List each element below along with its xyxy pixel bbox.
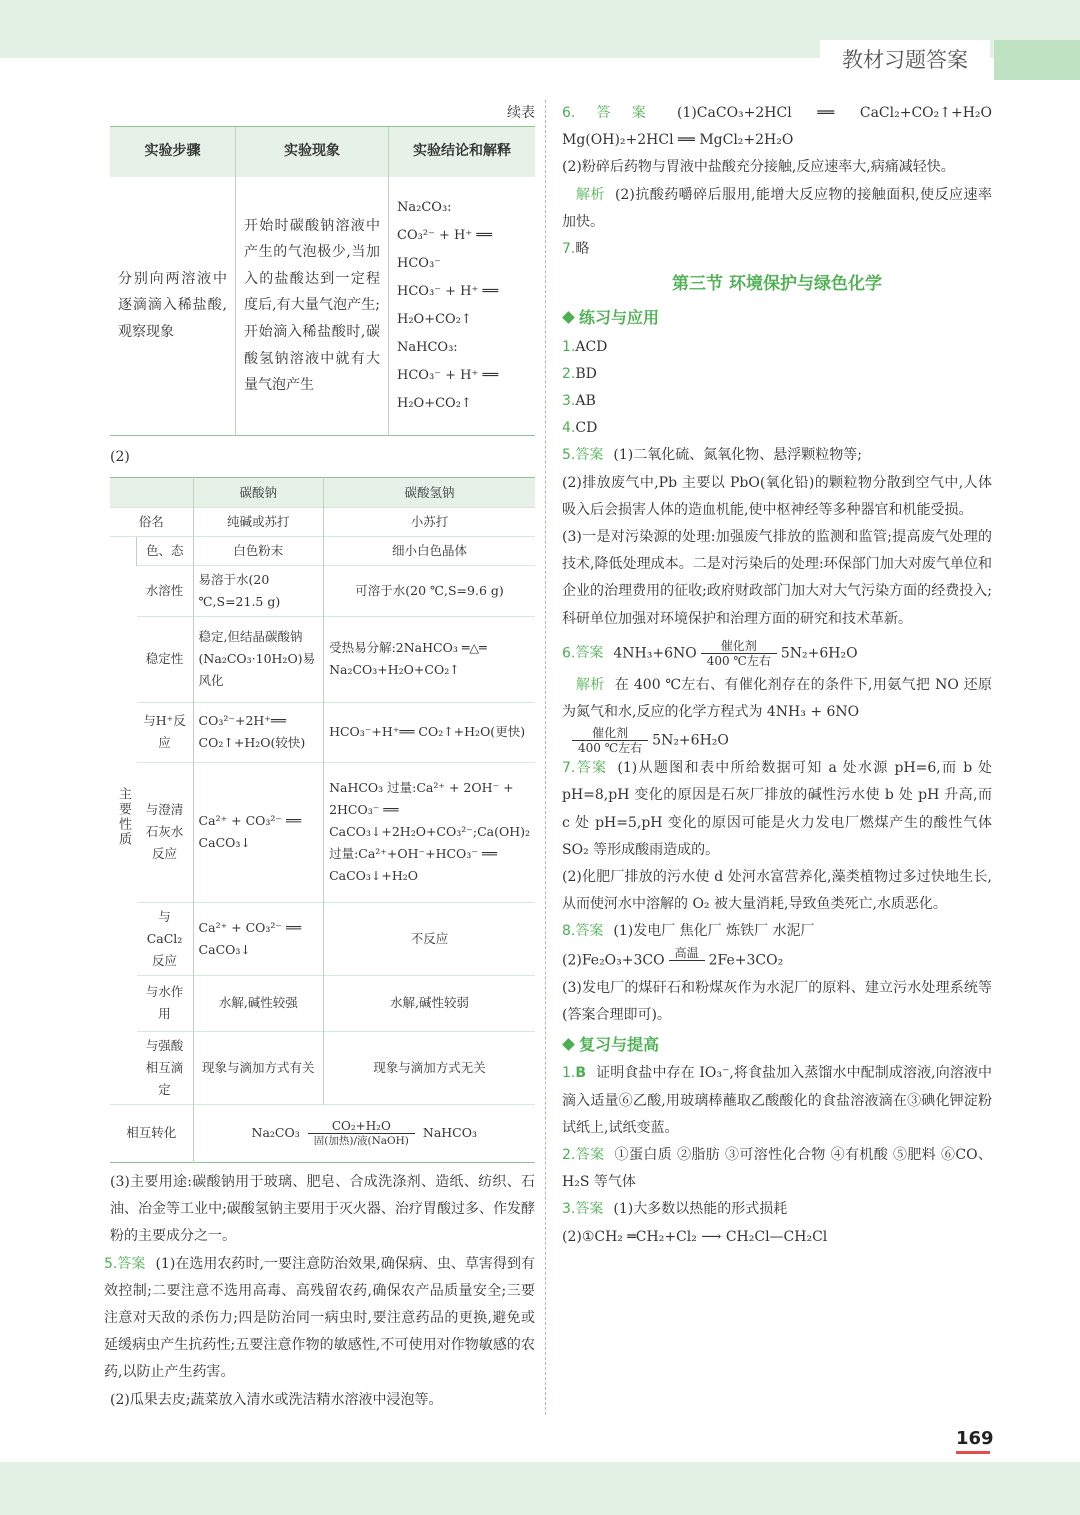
q5b-part2: (2)排放废气中,Pb 主要以 PbO(氧化铅)的颗粒物分散到空气中,人体吸入后会损害人体的造血机能,使中枢神经等多种器官和机能受损。: [562, 474, 992, 518]
table-cell: CO₃²⁻+2H⁺══ CO₂↑+H₂O(较快): [193, 702, 324, 762]
equation-line: HCO₃⁻ + H⁺ ══ H₂O+CO₂↑: [397, 367, 499, 411]
equation-line: Na₂CO₃:: [397, 199, 452, 215]
subsection-review: 复习与提高: [562, 1031, 992, 1058]
table-header: 实验结论和解释: [389, 127, 536, 178]
row-label: 与水作用: [137, 975, 194, 1031]
header-corner-block: [994, 40, 1080, 80]
q7b-part2: (2)化肥厂排放的污水使 d 处河水富营养化,藻类植物过多过快地生长,从而使河水中溶解的 O₂ 被大量消耗,导致鱼类死亡,水质恶化。: [562, 869, 992, 913]
continued-label: 续表: [507, 105, 535, 121]
equation-line: HCO₃⁻ + H⁺ ══ H₂O+CO₂↑: [397, 283, 499, 327]
q6b-analysis: 解析 在 400 ℃左右、有催化剂存在的条件下,用氨气把 NO 还原为氮气和水,反应的化学方程式为 4NH₃ + 6NO: [562, 676, 992, 721]
table-cell: 纯碱或苏打: [193, 507, 324, 536]
answer-item: 1.ACD: [562, 338, 608, 355]
table-cell: 现象与滴加方式有关: [193, 1031, 324, 1104]
page-number: 169: [956, 1428, 994, 1449]
subsection-practice: 练习与应用: [562, 304, 992, 331]
part3-text: (3)主要用途:碳酸钠用于玻璃、肥皂、合成洗涤剂、造纸、纺织、石油、冶金等工业中;碳酸氢钠主要用于灭火器、治疗胃酸过多、作发酵粉的主要成分之一。: [110, 1173, 535, 1245]
table-cell: 水解,碱性较弱: [324, 975, 535, 1031]
conversion-cell: [193, 1104, 535, 1162]
row-label: 相互转化: [110, 1104, 193, 1162]
table-header: 实验现象: [236, 127, 389, 178]
table-cell: 易溶于水(20 ℃,S=21.5 g): [193, 565, 324, 616]
q7b-answer: 7.答案 (1)从题图和表中所给数据可知 a 处水源 pH=6,而 b 处 pH=8,pH 变化的原因是石灰厂排放的碱性污水使 b 处 pH 升高,而 c 处 pH=5,pH 变化的原因可能是火力发电厂燃煤产生的酸性气体 SO₂ 等形成酸雨造成的。: [562, 760, 993, 858]
q8-answer: 8.答案 (1)发电厂 焦化厂 炼铁厂 水泥厂: [562, 923, 815, 940]
table-cell: HCO₃⁻+H⁺══ CO₂↑+H₂O(更快): [324, 702, 535, 762]
row-label: 与强酸相互滴定: [137, 1031, 194, 1104]
equation-line: NaHCO₃:: [397, 339, 458, 355]
table-cell: 小苏打: [324, 507, 535, 536]
diamond-icon: [562, 312, 575, 325]
table-cell: Ca²⁺ + CO₃²⁻ ══ CaCO₃↓: [193, 902, 324, 975]
table-header: [110, 477, 193, 507]
q5-part2: (2)瓜果去皮;蔬菜放入清水或洗洁精水溶液中浸泡等。: [110, 1391, 443, 1408]
q8-part2: (2)Fe₂O₃+3CO 高温 2Fe+3CO₂: [562, 946, 992, 975]
row-label: 色、态: [137, 536, 194, 565]
experiment-table: [110, 126, 535, 436]
q8-part3: (3)发电厂的煤矸石和粉煤灰作为水泥厂的原料、建立污水处理系统等(答案合理即可)。: [562, 979, 992, 1023]
table-cell: 不反应: [324, 902, 535, 975]
table-cell: [389, 177, 536, 435]
table-cell: 现象与滴加方式无关: [324, 1031, 535, 1104]
table-cell: 可溶于水(20 ℃,S=9.6 g): [324, 565, 535, 616]
table-cell: Ca²⁺ + CO₃²⁻ ══ CaCO₃↓: [193, 762, 324, 902]
reaction-condition: $\frac{\text{催化剂}}{\text{400 ℃左右}}$: [701, 639, 777, 668]
row-label: 与CaCl₂反应: [137, 902, 194, 975]
row-label: 稳定性: [137, 616, 194, 702]
q5b-answer: 5.答案 (1)二氧化硫、氮氧化物、悬浮颗粒物等;: [562, 447, 862, 464]
right-column: [562, 100, 992, 1251]
q6b-analysis-eq: $\frac{\text{催化剂}}{\text{400 ℃左右}}$ 5N₂+6H₂O: [562, 726, 992, 755]
answer-item: 2.BD: [562, 365, 597, 382]
column-divider: [545, 100, 546, 1415]
part-label: (2): [110, 448, 130, 465]
table-cell: 细小白色晶体: [324, 536, 535, 565]
table-cell: NaHCO₃ 过量:Ca²⁺ + 2OH⁻ + 2HCO₃⁻ ══ CaCO₃↓+2H₂O+CO₃²⁻;Ca(OH)₂ 过量:Ca²⁺+OH⁻+HCO₃⁻ ══ CaCO₃↓+H₂O: [324, 762, 535, 902]
q5b-part3: (3)一是对污染源的处理:加强废气排放的监测和监管;提高废气处理的技术,降低处理成本。二是对污染后的处理:环保部门加大对废气单位和企业的治理费用的征收;政府财政部门加大对大气污染方面的经费投入;科研单位加强对环境保护和治理方面的研究和技术革新。: [562, 529, 992, 627]
row-label: 俗名: [110, 507, 193, 536]
reaction-condition: $\frac{\text{催化剂}}{\text{400 ℃左右}}$: [572, 726, 648, 755]
answer-item: 3.AB: [562, 393, 596, 410]
table-cell: 水解,碱性较强: [193, 975, 324, 1031]
q5-answer: 5.答案 (1)在选用农药时,一要注意防治效果,确保病、虫、草害得到有效控制;二要注意不选用高毒、高残留农药,确保农产品质量安全;三要注意对天敌的杀伤力;四是防治同一病虫时,要注意药品的更换,避免或延缓病虫产生抗药性;五要注意作物的敏感性,不可使用对作物敏感的农药,以防止产生药害。: [104, 1255, 535, 1381]
main-properties-label: 主要性质: [110, 536, 137, 1104]
table-cell: 白色粉末: [193, 536, 324, 565]
reaction-condition: 高温: [669, 946, 705, 975]
comparison-table: [110, 477, 535, 1163]
left-column: [104, 100, 535, 1414]
row-label: 水溶性: [137, 565, 194, 616]
table-header: 实验步骤: [110, 127, 236, 178]
conversion-arrow: $\frac{\text{CO₂+H₂O}}{\text{固(加热)/液(NaOH)}}$: [308, 1119, 415, 1148]
table-header: 碳酸氢钠: [324, 477, 535, 507]
review-q3-part2: (2)①CH₂ ═CH₂+Cl₂ ⟶ CH₂Cl—CH₂Cl: [562, 1228, 828, 1245]
page-number-underline: [956, 1451, 990, 1454]
q7-answer: 7.略: [562, 241, 590, 258]
table-cell: 受热易分解:2NaHCO₃ ═△═ Na₂CO₃+H₂O+CO₂↑: [324, 616, 535, 702]
diamond-icon: [562, 1038, 575, 1051]
q6-part2: (2)粉碎后药物与胃液中盐酸充分接触,反应速率大,病痛减轻快。: [562, 159, 955, 176]
q6-answer: 6.答案 (1)CaCO₃+2HCl ══ CaCl₂+CO₂↑+H₂O Mg(OH)₂+2HCl ══ MgCl₂+2H₂O: [562, 105, 993, 149]
conversion-right: NaHCO₃: [422, 1124, 477, 1140]
review-q3: 3.答案 (1)大多数以热能的形式损耗: [562, 1201, 788, 1218]
bottom-banner: [0, 1462, 1080, 1515]
q6-analysis: 解析 (2)抗酸药嚼碎后服用,能增大反应物的接触面积,使反应速率加快。: [562, 186, 993, 230]
row-label: 与H⁺反应: [137, 702, 194, 762]
equation-line: CO₃²⁻ + H⁺ ══ HCO₃⁻: [397, 227, 493, 271]
section-title: 第三节 环境保护与绿色化学: [672, 274, 882, 295]
table-cell: 分别向两溶液中逐滴滴入稀盐酸,观察现象: [118, 270, 227, 341]
review-q2: 2.答案 ①蛋白质 ②脂肪 ③可溶性化合物 ④有机酸 ⑤肥料 ⑥CO、H₂S 等气体: [562, 1146, 992, 1191]
q6b-answer: 6.答案 4NH₃+6NO $\frac{\text{催化剂}}{\text{400 ℃左右}}$ 5N₂+6H₂O: [562, 638, 858, 668]
table-header: 碳酸钠: [193, 477, 324, 507]
answer-item: 4.CD: [562, 420, 598, 437]
review-q1: 1.B 证明食盐中存在 IO₃⁻,将食盐加入蒸馏水中配制成溶液,向溶液中滴入适量⑥乙酸,用玻璃棒蘸取乙酸酸化的食盐溶液滴在③碘化钾淀粉试纸上,试纸变蓝。: [562, 1065, 992, 1136]
row-label: 与澄清石灰水反应: [137, 762, 194, 902]
table-cell: 稳定,但结晶碳酸钠(Na₂CO₃·10H₂O)易风化: [193, 616, 324, 702]
table-cell: 开始时碳酸钠溶液中产生的气泡极少,当加入的盐酸达到一定程度后,有大量气泡产生;开始滴入稀盐酸时,碳酸氢钠溶液中就有大量气泡产生: [236, 177, 389, 435]
header-title: 教材习题答案: [820, 40, 990, 80]
conversion-left: Na₂CO₃: [251, 1124, 300, 1140]
